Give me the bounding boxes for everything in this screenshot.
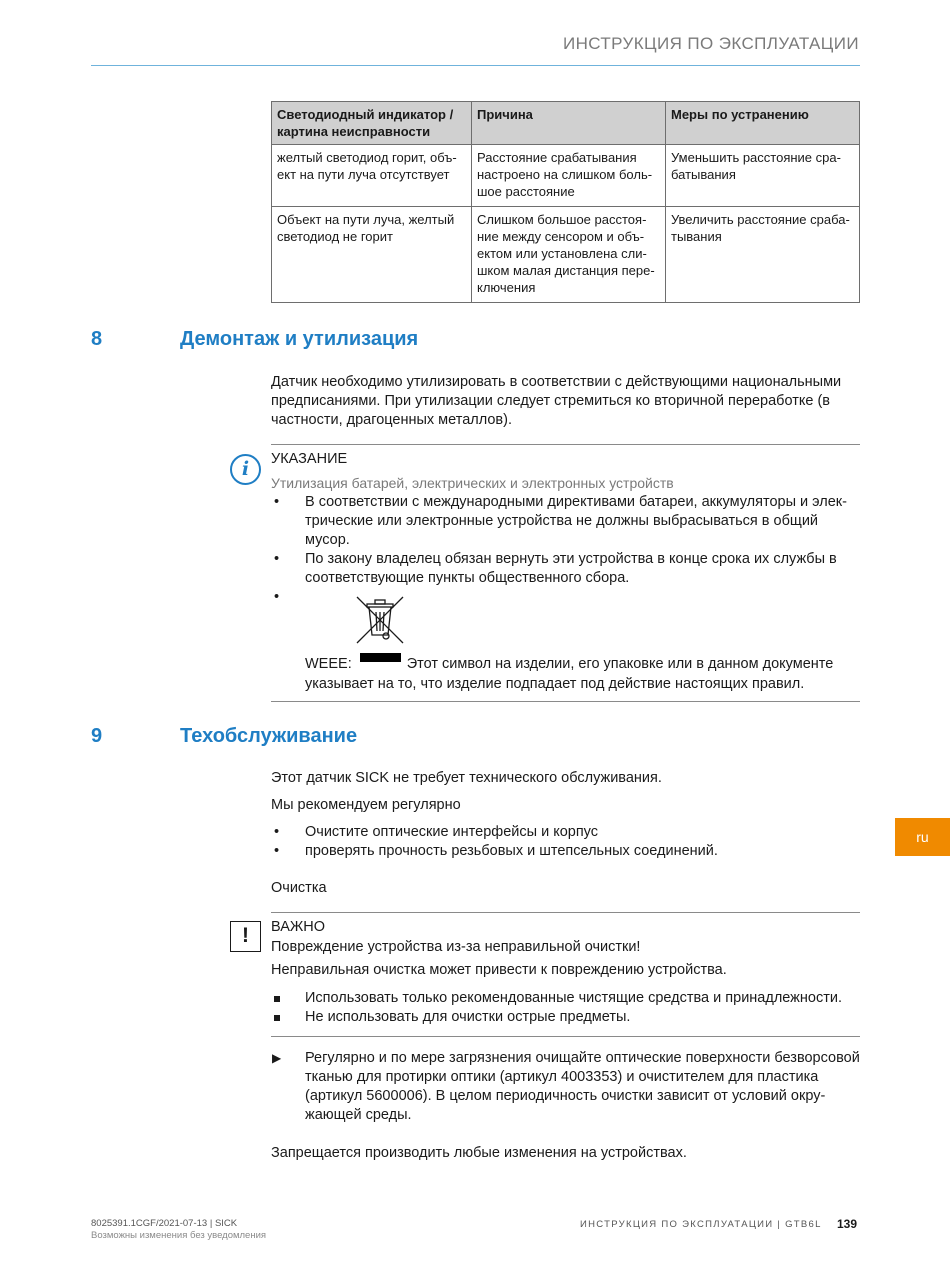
note-bullet-list	[271, 493, 860, 607]
page-number: 139	[837, 1217, 858, 1231]
list-item-text: Использовать только рекомендованные чистящие средства и принадлежности.	[305, 990, 842, 1006]
footer-doc-id: 8025391.1CGF/2021-07-13 | SICK	[91, 1218, 238, 1229]
language-tab: ru	[895, 818, 950, 856]
list-item-text: По закону владелец обязан вернуть эти устройства в конце срока их службы в соответствующие пункты общественного сбора.	[305, 551, 837, 586]
info-icon: i	[230, 454, 261, 485]
closing-paragraph: Запрещается производить любые изменения на устройствах.	[271, 1145, 687, 1161]
section-paragraph: Мы рекомендуем регулярно	[271, 797, 461, 813]
note-top-divider	[271, 444, 860, 445]
triangle-right-icon: ▶	[272, 1051, 282, 1065]
list-item-text: Не использовать для очистки острые предметы.	[305, 1009, 631, 1025]
square-bullet-icon	[274, 1015, 280, 1021]
exclamation-icon: !	[230, 921, 261, 952]
footer-disclaimer: Возможны изменения без уведомления	[91, 1230, 267, 1241]
list-item	[271, 823, 860, 842]
list-item	[271, 493, 860, 550]
list-item-text: В соответствии с международными директивами батареи, аккумуляторы и электрические или электронные устройства не должны выбрасываться в общий мусор.	[305, 494, 847, 548]
table-header-cell: Светодиодный индикатор / картина неисправности	[272, 102, 472, 145]
table-cell: желтый светодиод горит, объект на пути луча отсутствует	[272, 145, 472, 207]
important-label: ВАЖНО	[271, 919, 325, 935]
important-title: Повреждение устройства из-за неправильной очистки!	[271, 939, 641, 955]
important-bullet-list	[271, 989, 860, 1027]
table-row	[272, 207, 860, 303]
important-top-divider	[271, 912, 860, 913]
section-paragraph: Этот датчик SICK не требует технического обслуживания.	[271, 770, 662, 786]
weee-bar-icon	[360, 653, 401, 662]
header-divider	[91, 65, 860, 66]
footer-title: ИНСТРУКЦИЯ ПО ЭКСПЛУАТАЦИИ | GTB6L	[580, 1219, 822, 1230]
table-row	[272, 145, 860, 207]
section-title: Техобслуживание	[180, 725, 358, 747]
note-label: УКАЗАНИЕ	[271, 451, 348, 467]
crossed-bin-icon	[355, 595, 405, 645]
table-header-row	[272, 102, 860, 145]
table-cell: Объект на пути луча, желтый светодиод не горит	[272, 207, 472, 303]
instruction-step: Регулярно и по мере загрязнения очищайте оптические поверхности безворсовой тканью для протирки оптики (артикул 4003353) и очистителем для пластика (артикул 5600006). В целом периодичность очистки зависит от условий окружающей среды.	[305, 1050, 860, 1123]
table-cell: Слишком большое расстояние между сенсором и объектом или установлена слишком малая дистанция переключения	[472, 207, 666, 303]
weee-note	[305, 653, 865, 694]
table-cell: Уменьшить расстояние срабатывания	[666, 145, 860, 207]
important-bottom-divider	[271, 1036, 860, 1037]
list-item-text: Очистите оптические интерфейсы и корпус	[305, 824, 599, 840]
bullet-icon: •	[274, 551, 280, 567]
list-item-text: проверять прочность резьбовых и штепсельных соединений.	[305, 843, 718, 859]
running-header: ИНСТРУКЦИЯ ПО ЭКСПЛУАТАЦИИ	[562, 34, 859, 53]
bullet-icon: •	[274, 494, 280, 510]
important-text: Неправильная очистка может привести к повреждению устройства.	[271, 962, 727, 978]
section-number: 8	[91, 328, 103, 350]
note-bottom-divider	[271, 701, 860, 702]
weee-text: Этот символ на изделии, его упаковке или в данном документе указывает на то, что изделие подпадает под действие настоящих правил.	[305, 656, 834, 692]
maintenance-bullet-list	[271, 823, 860, 861]
subheading-cleaning: Очистка	[271, 880, 327, 896]
bullet-icon: •	[274, 843, 280, 859]
troubleshooting-table	[271, 101, 860, 303]
note-subtitle: Утилизация батарей, электрических и электронных устройств	[271, 475, 674, 491]
list-item	[271, 842, 860, 861]
table-header-cell: Причина	[472, 102, 666, 145]
section-intro: Датчик необходимо утилизировать в соответствии с действующими национальными предписаниями. При утилизации следует стремиться ко вторичной переработке (в частности, драгоценных металлов).	[271, 374, 842, 428]
table-header-cell: Меры по устранению	[666, 102, 860, 145]
bullet-icon: •	[274, 824, 280, 840]
list-item	[271, 550, 860, 588]
square-bullet-icon	[274, 996, 280, 1002]
table-cell: Расстояние срабатывания настроено на слишком большое расстояние	[472, 145, 666, 207]
weee-label: WEEE:	[305, 656, 352, 672]
bullet-icon: •	[274, 589, 280, 605]
table-cell: Увеличить расстояние срабатывания	[666, 207, 860, 303]
section-title: Демонтаж и утилизация	[180, 328, 419, 350]
section-number: 9	[91, 725, 103, 747]
list-item	[271, 1008, 860, 1027]
list-item	[271, 989, 860, 1008]
